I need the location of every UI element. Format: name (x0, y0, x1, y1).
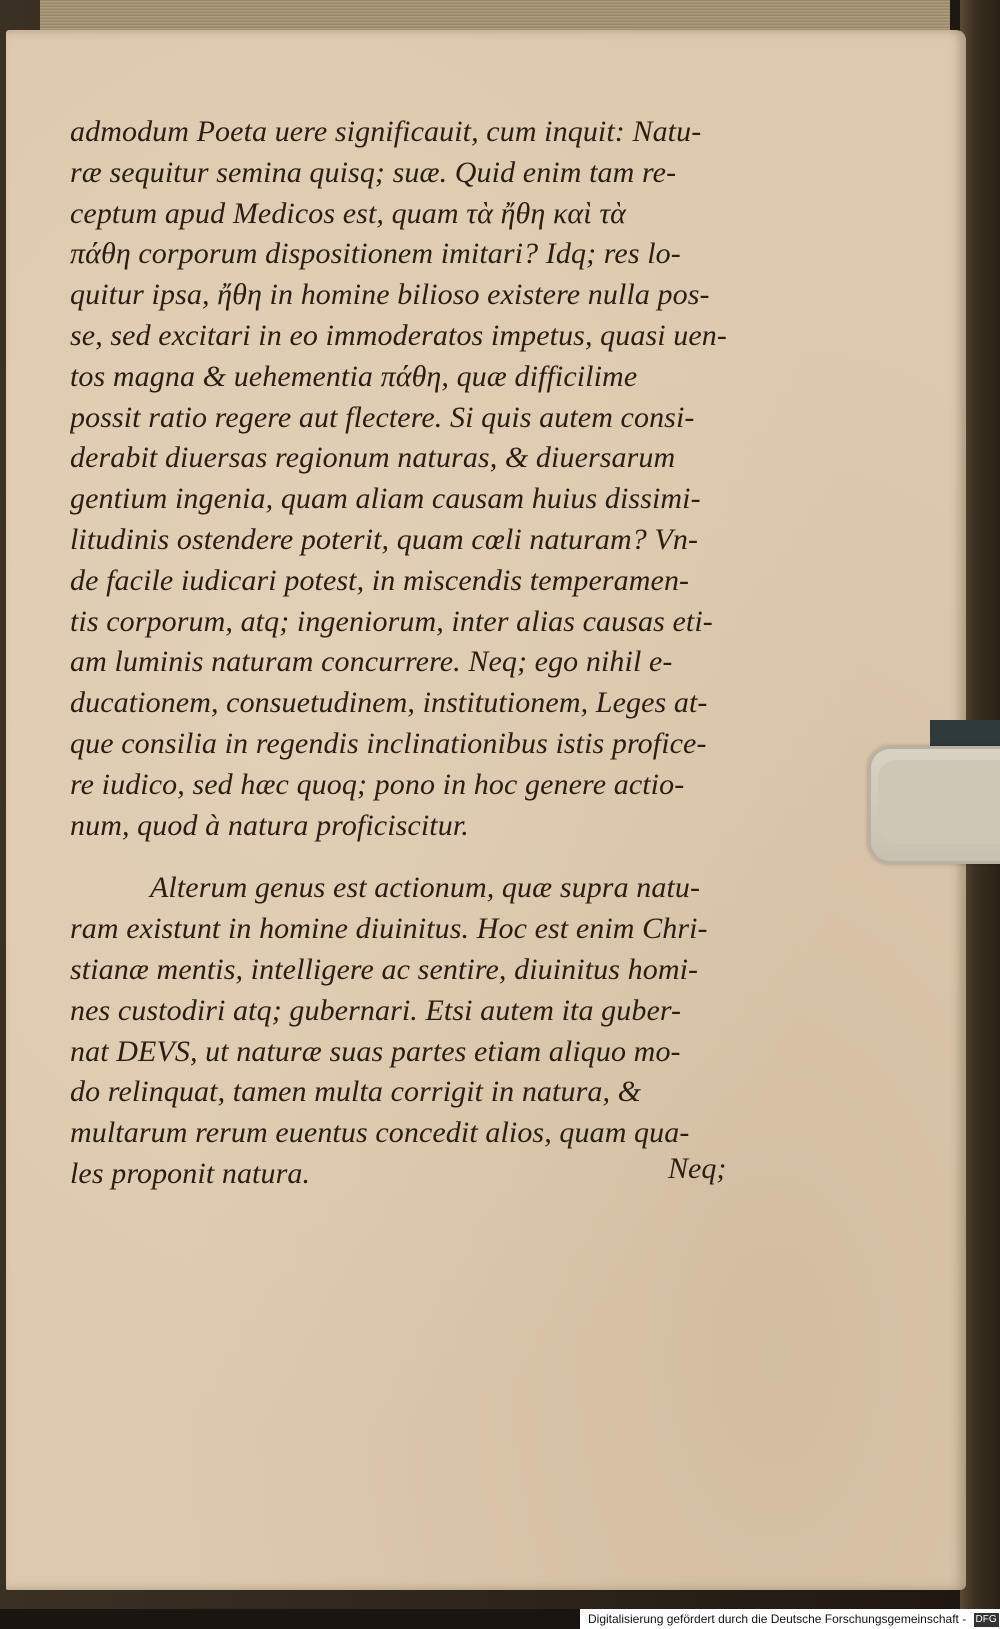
text-line: les proponit natura. (70, 1156, 311, 1190)
page-edges (40, 0, 950, 30)
text-line: se, sed excitari in eo immoderatos impetus, quasi uen- (70, 318, 727, 352)
footer-text: Digitalisierung gefördert durch die Deutsche Forschungsgemeinschaft - (588, 1612, 967, 1626)
text-line: Alterum genus est actionum, quæ supra natu- (150, 871, 701, 905)
dfg-logo: DFG (975, 1613, 997, 1625)
digitization-footer (580, 1609, 1000, 1629)
text-line: litudinis ostendere poterit, quam cœli naturam? Vn- (70, 522, 699, 556)
text-line: ram existunt in homine diuinitus. Hoc est enim Chri- (70, 912, 708, 946)
text-line: nat DEVS, ut naturæ suas partes etiam aliquo mo- (70, 1034, 681, 1068)
text-line: que consilia in regendis inclinationibus istis profice- (70, 726, 707, 760)
body-text (70, 112, 770, 1195)
text-line: de facile iudicari potest, in miscendis temperamen- (70, 563, 690, 597)
text-line: gentium ingenia, quam aliam causam huius dissimi- (70, 482, 701, 516)
text-line: ceptum apud Medicos est, quam τὰ ἤθη καὶ τὰ (70, 196, 627, 230)
text-line: tis corporum, atq; ingeniorum, inter alias causas eti- (70, 604, 713, 638)
text-line: πάθη corporum dispositionem imitari? Idq; res lo- (70, 237, 681, 271)
text-line: am luminis naturam concurrere. Neq; ego nihil e- (70, 645, 673, 679)
text-line: quitur ipsa, ἤθη in homine bilioso existere nulla pos- (70, 278, 710, 312)
text-line: ducationem, consuetudinem, institutionem, Leges at- (70, 686, 708, 720)
text-line: nes custodiri atq; gubernari. Etsi autem ita guber- (70, 993, 682, 1027)
text-line: possit ratio regere aut flectere. Si quis autem consi- (70, 400, 695, 434)
text-line: re iudico, sed hæc quoq; pono in hoc genere actio- (70, 767, 685, 801)
paragraph-gap (70, 846, 770, 868)
catchword: Neq; (668, 1152, 727, 1185)
text-line: ræ sequitur semina quisq; suæ. Quid enim tam re- (70, 155, 677, 189)
text-line: tos magna & uehementia πάθη, quæ difficilime (70, 359, 638, 393)
paper-clip-inner (878, 760, 1000, 844)
text-line: admodum Poeta uere significauit, cum inquit: Natu- (70, 115, 702, 148)
text-line: num, quod à natura proficiscitur. (70, 808, 469, 842)
footer-strip (0, 1609, 580, 1629)
text-line: multarum rerum euentus concedit alios, quam qua- (70, 1116, 690, 1150)
text-line: stianæ mentis, intelligere ac sentire, diuinitus homi- (70, 952, 699, 986)
text-line: derabit diuersas regionum naturas, & diuersarum (70, 441, 676, 475)
text-line: do relinquat, tamen multa corrigit in natura, & (70, 1075, 642, 1109)
